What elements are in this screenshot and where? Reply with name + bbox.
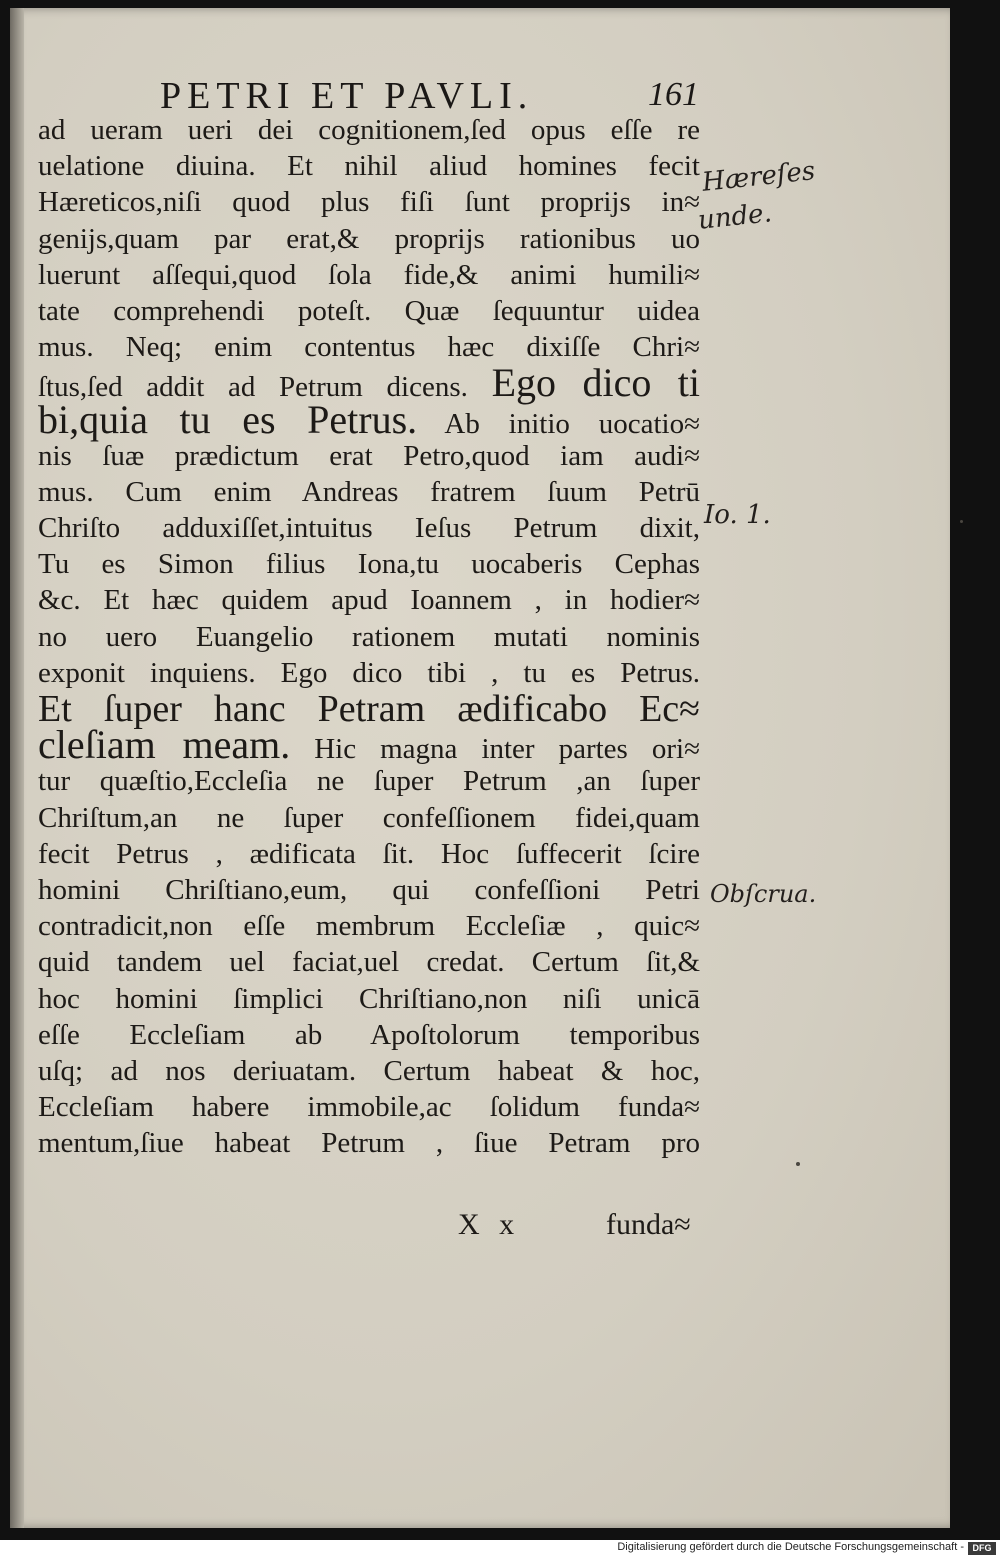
text-line: Chriſto adduxiſſet,intuitus Ieſus Petrum dixit, bbox=[38, 512, 700, 545]
marginal-note: Io. 1. bbox=[704, 500, 771, 530]
text-line: exponit inquiens. Ego dico tibi , tu es Petrus. bbox=[38, 656, 700, 689]
scripture-quote: cleſiam meam. bbox=[38, 722, 291, 768]
text-line: tate comprehendi poteſt. Quæ ſequuntur uidea bbox=[38, 294, 700, 327]
text-line: nis ſuæ prædictum erat Petro,quod iam audi≈ bbox=[38, 439, 700, 472]
scripture-quote: bi,quia tu es Petrus. bbox=[38, 396, 418, 442]
funding-credit: Digitalisierung gefördert durch die Deutsche Forschungsgemeinschaft - bbox=[617, 1541, 964, 1553]
text-line: tur quæſtio,Eccleſia ne ſuper Petrum ,an ſuper bbox=[38, 765, 700, 798]
text-line: mus. Neq; enim contentus hæc dixiſſe Chri≈ bbox=[38, 331, 700, 364]
text-line: ad ueram ueri dei cognitionem,ſed opus eſſe re bbox=[38, 114, 700, 146]
text-line: Eccleſiam habere immobile,ac ſolidum funda≈ bbox=[38, 1091, 700, 1124]
text-run: Hic magna inter partes ori≈ bbox=[314, 733, 700, 766]
text-line: &c. Et hæc quidem apud Ioannem , in hodier≈ bbox=[38, 584, 700, 617]
body-text bbox=[38, 112, 700, 1161]
scripture-quote-line: Et ſuper hanc Petram ædificabo Ec≈ bbox=[38, 688, 700, 730]
text-run: ſtus,ſed addit ad Petrum dicens. bbox=[38, 371, 468, 404]
text-line: quid tandem uel faciat,uel credat. Certum ſit,& bbox=[38, 946, 700, 979]
paper-speck bbox=[960, 520, 963, 523]
folio-number: 161 bbox=[648, 76, 699, 113]
text-line: eſſe Eccleſiam ab Apoſtolorum temporibus bbox=[38, 1018, 700, 1051]
dfg-logo: DFG bbox=[968, 1542, 996, 1555]
text-line: Chriſtum,an ne ſuper confeſſionem fidei,quam bbox=[38, 801, 700, 834]
text-line: homini Chriſtiano,eum, qui confeſſioni Petri bbox=[38, 873, 700, 906]
text-line: no uero Euangelio rationem mutati nominis bbox=[38, 620, 700, 653]
page-gutter-shadow bbox=[10, 8, 24, 1528]
text-line: uſq; ad nos deriuatam. Certum habeat & hoc, bbox=[38, 1054, 700, 1087]
text-line: fecit Petrus , ædificata ſit. Hoc ſuffecerit ſcire bbox=[38, 837, 700, 870]
text-line: contradicit,non eſſe membrum Eccleſiæ , quic≈ bbox=[38, 910, 700, 943]
paper-speck bbox=[796, 1162, 800, 1166]
marginal-note: Obſcrua. bbox=[710, 880, 817, 908]
text-line-mixed bbox=[38, 722, 700, 768]
text-line: Tu es Simon filius Iona,tu uocaberis Cephas bbox=[38, 548, 700, 581]
text-line: uelatione diuina. Et nihil aliud homines fecit bbox=[38, 150, 700, 183]
text-run: Ab initio uocatio≈ bbox=[444, 407, 700, 440]
footer-bar bbox=[0, 1540, 1000, 1558]
text-line: genijs,quam par erat,& proprijs rationibus uo bbox=[38, 222, 700, 255]
catchword: funda≈ bbox=[606, 1208, 691, 1241]
text-line: luerunt aſſequi,quod ſola fide,& animi humili≈ bbox=[38, 258, 700, 291]
text-line: mus. Cum enim Andreas fratrem ſuum Petrū bbox=[38, 475, 700, 508]
signature-mark: X x bbox=[458, 1208, 521, 1241]
text-line: hoc homini ſimplici Chriſtiano,non niſi unicā bbox=[38, 982, 700, 1015]
text-line: Hæreticos,niſi quod plus fiſi ſunt proprijs in≈ bbox=[38, 186, 700, 219]
scripture-quote: Ego dico ti bbox=[491, 360, 700, 406]
running-head: PETRI ET PAVLI. bbox=[160, 75, 534, 117]
marginal-note: Hæreſes bbox=[700, 156, 817, 198]
text-line-mixed bbox=[38, 396, 700, 442]
marginal-note: unde. bbox=[696, 198, 774, 236]
text-line: mentum,ſiue habeat Petrum , ſiue Petram pro bbox=[38, 1127, 700, 1160]
